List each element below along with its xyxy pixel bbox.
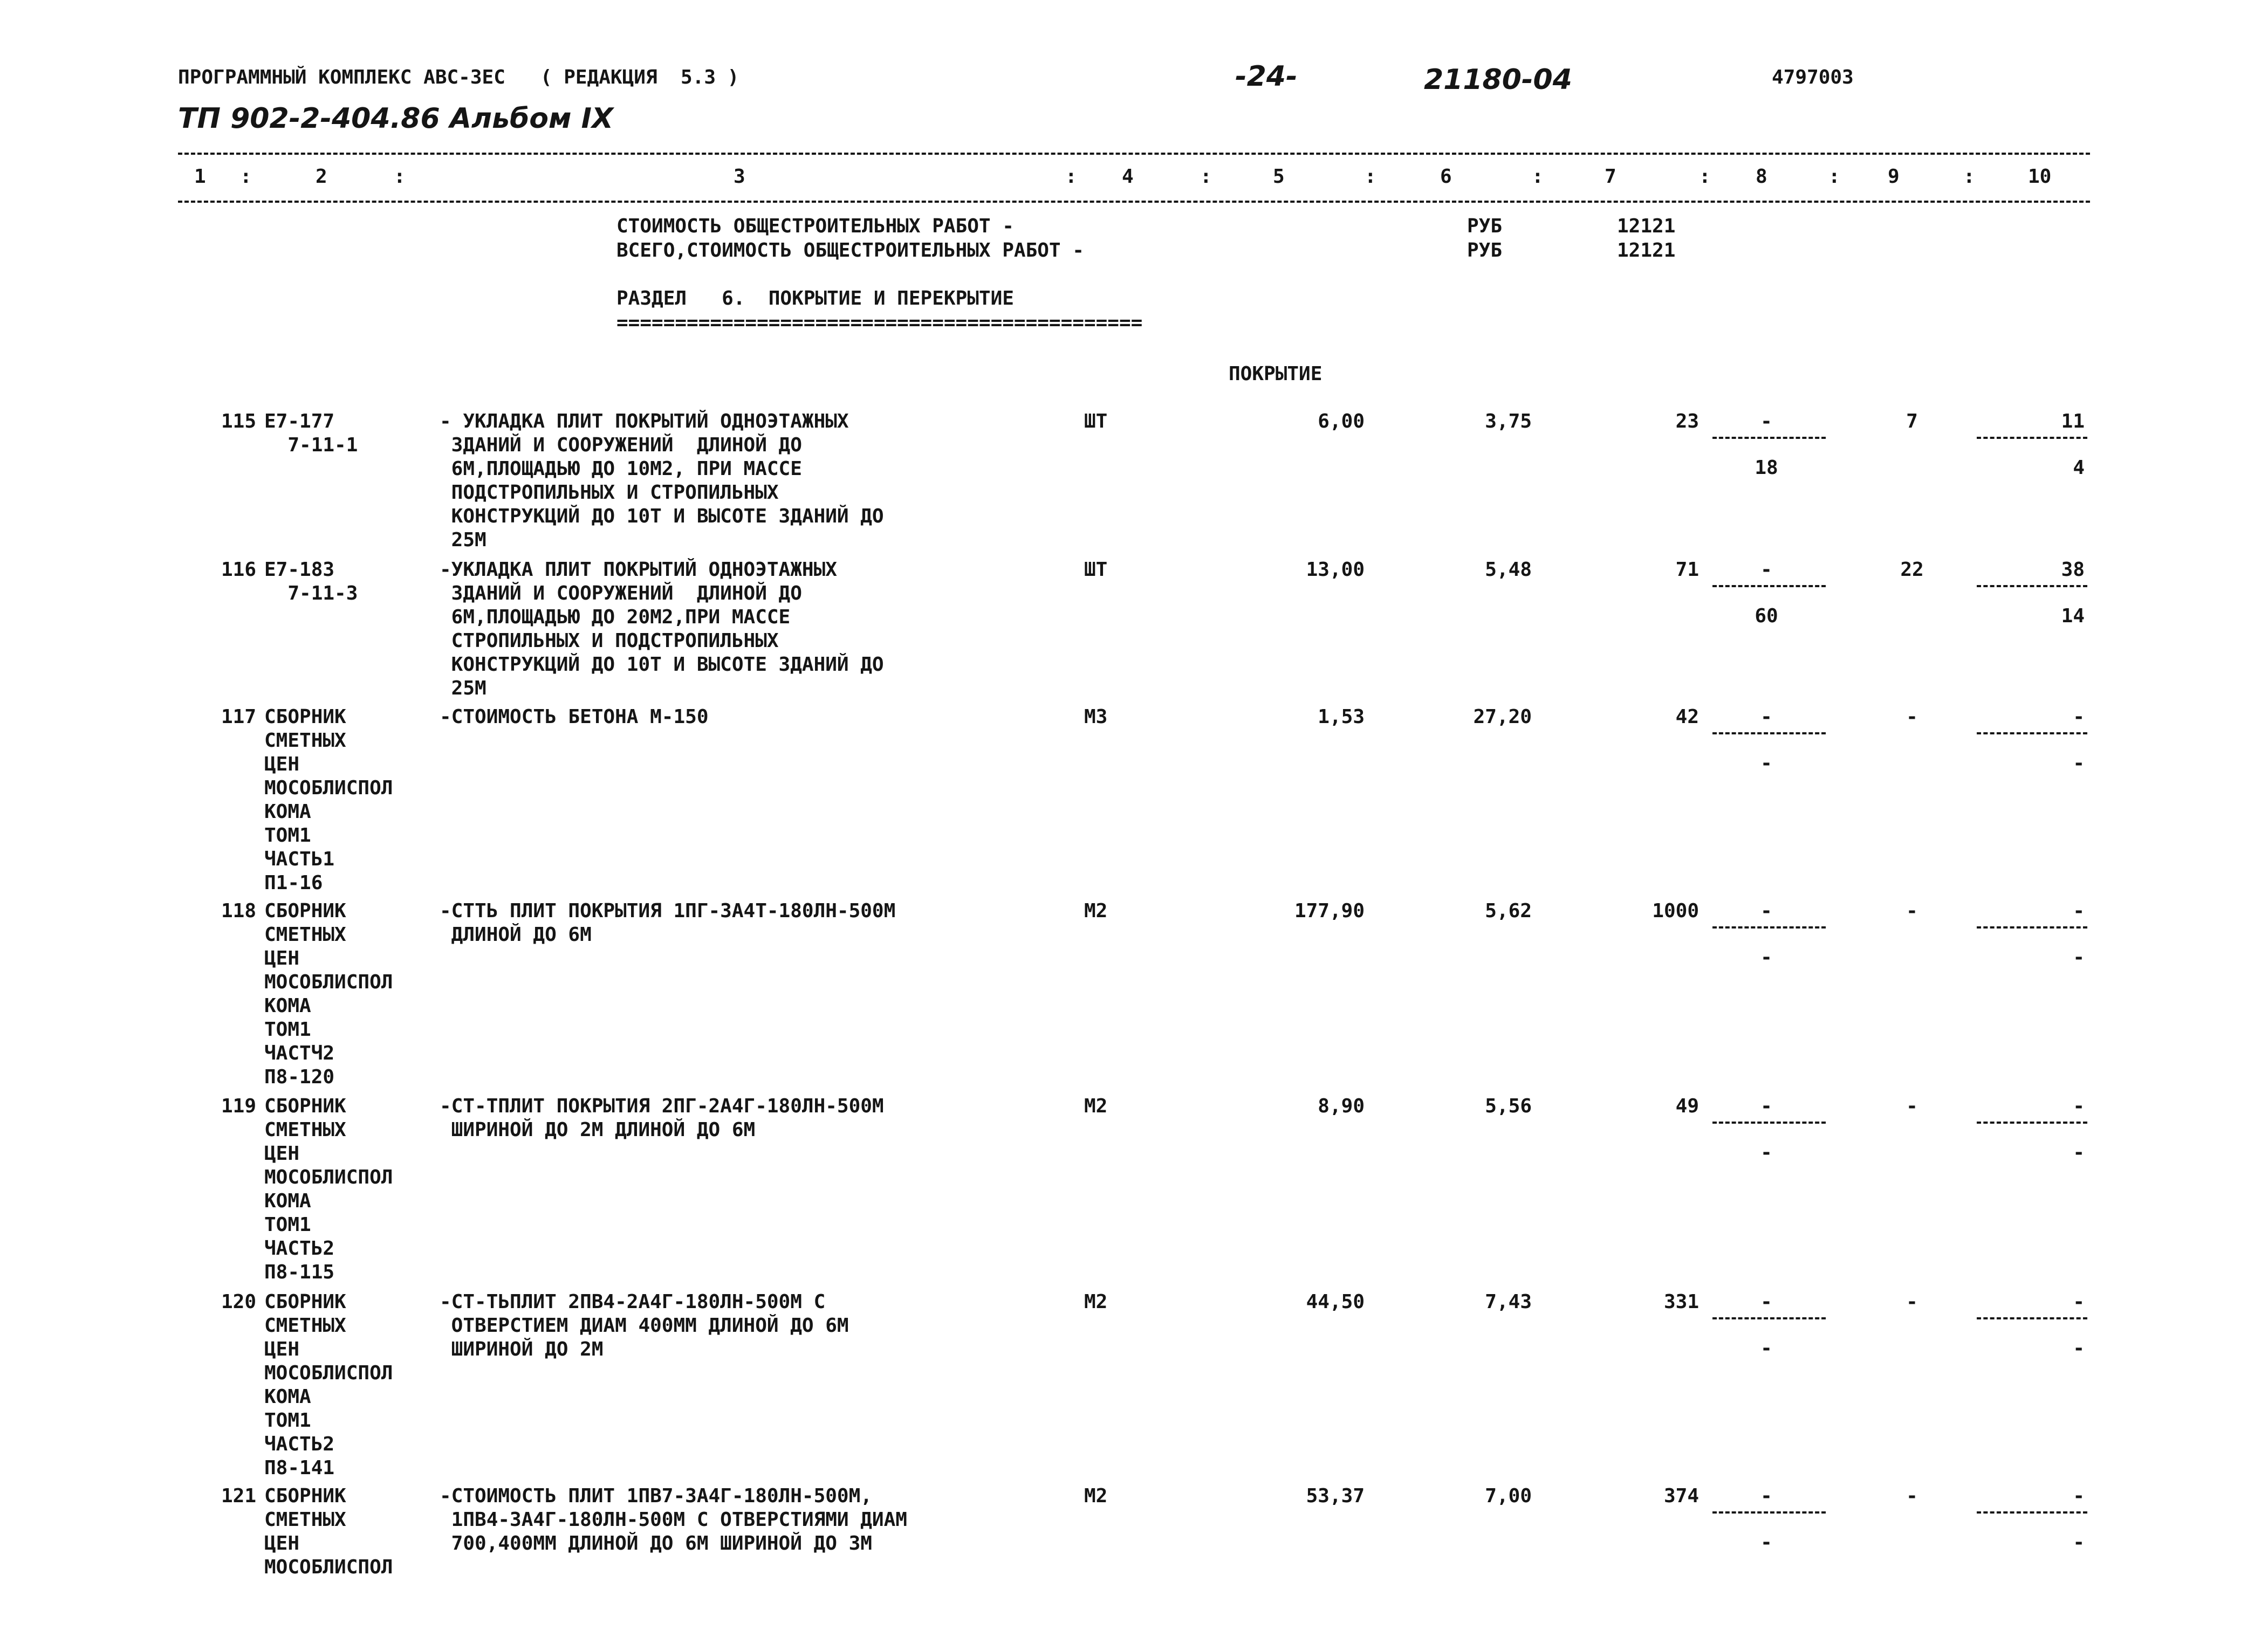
col-sep: : xyxy=(1963,166,1975,188)
row-code-line: СМЕТНЫХ xyxy=(264,1509,346,1531)
summary-line-2: ВСЕГО,СТОИМОСТЬ ОБЩЕСТРОИТЕЛЬНЫХ РАБОТ - xyxy=(616,239,1084,262)
row-unit-price: 7,43 xyxy=(1485,1291,1532,1313)
col-sep: : xyxy=(240,166,252,188)
row-code-line: ЦЕН xyxy=(264,753,300,775)
row-code-line: КОМА xyxy=(264,1386,311,1408)
row-code-line: СБОРНИК xyxy=(264,1485,346,1507)
row-col8-fraction-line xyxy=(1712,926,1826,929)
row-col10-top: - xyxy=(2073,1095,2085,1117)
row-code-line: 7-11-1 xyxy=(264,434,358,456)
row-number: 119 xyxy=(221,1095,256,1117)
row-col10-fraction-line xyxy=(1977,926,2087,929)
col-3-header: 3 xyxy=(734,166,745,188)
col-4-header: 4 xyxy=(1122,166,1134,188)
section-title: РАЗДЕЛ 6. ПОКРЫТИЕ И ПЕРЕКРЫТИЕ xyxy=(616,287,1014,310)
row-unit: ШТ xyxy=(1084,559,1108,581)
row-total: 331 xyxy=(1663,1291,1699,1313)
row-col10-fraction-line xyxy=(1977,1122,2087,1124)
col-7-header: 7 xyxy=(1605,166,1616,188)
row-col8-top: - xyxy=(1760,900,1772,922)
row-col8-fraction-line xyxy=(1712,1317,1826,1319)
row-unit: М2 xyxy=(1084,900,1108,922)
row-total: 71 xyxy=(1675,559,1699,581)
row-col10-bottom: - xyxy=(2073,752,2085,774)
row-quantity: 13,00 xyxy=(1306,559,1365,581)
row-col10-top: 11 xyxy=(2061,410,2085,432)
row-col10-fraction-line xyxy=(1977,732,2087,734)
row-col9: - xyxy=(1906,900,1918,922)
col-sep: : xyxy=(1065,166,1077,188)
row-col8-fraction-line xyxy=(1712,1511,1826,1514)
summary-unit-2: РУБ xyxy=(1467,239,1503,262)
row-code-line: МОСОБЛИСПОЛ xyxy=(264,1166,393,1188)
row-col10-fraction-line xyxy=(1977,585,2087,587)
row-code-line: СБОРНИК xyxy=(264,706,346,728)
row-code-line: СМЕТНЫХ xyxy=(264,1315,346,1337)
row-unit-price: 5,48 xyxy=(1485,559,1532,581)
row-quantity: 1,53 xyxy=(1318,706,1365,728)
page-number: -24- xyxy=(1235,60,1298,93)
row-code-line: 7-11-3 xyxy=(264,582,358,604)
row-description-line: ШИРИНОЙ ДО 2М xyxy=(440,1338,604,1360)
row-description-line: -СТОИМОСТЬ БЕТОНА М-150 xyxy=(440,706,709,728)
row-code-line: ЦЕН xyxy=(264,947,300,969)
row-number: 121 xyxy=(221,1485,256,1507)
row-unit: М2 xyxy=(1084,1095,1108,1117)
row-total: 374 xyxy=(1663,1485,1699,1507)
row-code-line: ТОМ1 xyxy=(264,1214,311,1236)
summary-line-1: СТОИМОСТЬ ОБЩЕСТРОИТЕЛЬНЫХ РАБОТ - xyxy=(616,215,1014,237)
row-number: 115 xyxy=(221,410,256,432)
header-top-rule xyxy=(178,153,2090,155)
row-code-line: П8-141 xyxy=(264,1457,335,1479)
row-unit: М3 xyxy=(1084,706,1108,728)
row-unit-price: 5,62 xyxy=(1485,900,1532,922)
row-col10-top: - xyxy=(2073,706,2085,728)
row-col9: - xyxy=(1906,706,1918,728)
row-code-line: МОСОБЛИСПОЛ xyxy=(264,971,393,993)
col-sep: : xyxy=(1828,166,1840,188)
subsection-title: ПОКРЫТИЕ xyxy=(1229,363,1323,385)
row-description-line: ОТВЕРСТИЕМ ДИАМ 400ММ ДЛИНОЙ ДО 6М xyxy=(440,1315,849,1337)
row-description-line: 25М xyxy=(440,677,487,699)
row-quantity: 8,90 xyxy=(1318,1095,1365,1117)
row-number: 120 xyxy=(221,1291,256,1313)
row-description-line: -УКЛАДКА ПЛИТ ПОКРЫТИЙ ОДНОЭТАЖНЫХ xyxy=(440,559,837,581)
header-bottom-rule xyxy=(178,201,2090,203)
row-description-line: 1ПВ4-3А4Г-180ЛН-500М С ОТВЕРСТИЯМИ ДИАМ xyxy=(440,1509,907,1531)
summary-value-1: 12121 xyxy=(1617,215,1676,237)
col-9-header: 9 xyxy=(1888,166,1900,188)
row-total: 23 xyxy=(1675,410,1699,432)
col-sep: : xyxy=(1532,166,1544,188)
row-description-line: ПОДСТРОПИЛЬНЫХ И СТРОПИЛЬНЫХ xyxy=(440,482,779,504)
row-code-line: Е7-183 xyxy=(264,559,335,581)
row-code-line: МОСОБЛИСПОЛ xyxy=(264,777,393,799)
row-code-line: ТОМ1 xyxy=(264,1019,311,1041)
row-description-line: -СТ-ТПЛИТ ПОКРЫТИЯ 2ПГ-2А4Г-180ЛН-500М xyxy=(440,1095,884,1117)
row-code-line: СМЕТНЫХ xyxy=(264,924,346,946)
row-col9: - xyxy=(1906,1095,1918,1117)
row-quantity: 53,37 xyxy=(1306,1485,1365,1507)
row-code-line: КОМА xyxy=(264,801,311,823)
row-col10-bottom: - xyxy=(2073,1337,2085,1359)
row-code-line: КОМА xyxy=(264,1190,311,1212)
row-col9: - xyxy=(1906,1485,1918,1507)
col-10-header: 10 xyxy=(2028,166,2052,188)
row-col10-top: 38 xyxy=(2061,559,2085,581)
row-col10-bottom: - xyxy=(2073,946,2085,968)
row-col8-top: - xyxy=(1760,1485,1772,1507)
row-number: 116 xyxy=(221,559,256,581)
row-unit-price: 7,00 xyxy=(1485,1485,1532,1507)
row-code-line: ЧАСТЧ2 xyxy=(264,1042,335,1064)
row-col10-top: - xyxy=(2073,900,2085,922)
row-col10-bottom: - xyxy=(2073,1141,2085,1164)
row-description-line: ДЛИНОЙ ДО 6М xyxy=(440,924,592,946)
row-col10-fraction-line xyxy=(1977,1317,2087,1319)
row-code-line: СМЕТНЫХ xyxy=(264,1119,346,1141)
summary-value-2: 12121 xyxy=(1617,239,1676,262)
col-2-header: 2 xyxy=(316,166,327,188)
row-description-line: КОНСТРУКЦИЙ ДО 10Т И ВЫСОТЕ ЗДАНИЙ ДО xyxy=(440,654,884,676)
col-sep: : xyxy=(1699,166,1711,188)
row-description-line: - УКЛАДКА ПЛИТ ПОКРЫТИЙ ОДНОЭТАЖНЫХ xyxy=(440,410,849,432)
row-code-line: П8-115 xyxy=(264,1261,335,1283)
row-unit-price: 3,75 xyxy=(1485,410,1532,432)
row-col8-top: - xyxy=(1760,1095,1772,1117)
row-total: 49 xyxy=(1675,1095,1699,1117)
row-col10-fraction-line xyxy=(1977,437,2087,439)
row-description-line: 6М,ПЛОЩАДЬЮ ДО 20М2,ПРИ МАССЕ xyxy=(440,606,791,628)
row-col8-bottom: - xyxy=(1760,946,1772,968)
row-quantity: 6,00 xyxy=(1318,410,1365,432)
row-col8-top: - xyxy=(1760,410,1772,432)
row-code-line: МОСОБЛИСПОЛ xyxy=(264,1556,393,1578)
row-unit: ШТ xyxy=(1084,410,1108,432)
row-col10-bottom: - xyxy=(2073,1531,2085,1553)
row-unit-price: 5,56 xyxy=(1485,1095,1532,1117)
row-code-line: СБОРНИК xyxy=(264,900,346,922)
row-code-line: ТОМ1 xyxy=(264,1409,311,1432)
album-label: ТП 902-2-404.86 Альбом IX xyxy=(178,102,614,135)
col-sep: : xyxy=(1365,166,1376,188)
row-col9: - xyxy=(1906,1291,1918,1313)
col-1-header: 1 xyxy=(194,166,206,188)
row-col9: 22 xyxy=(1900,559,1924,581)
row-code-line: П8-120 xyxy=(264,1066,335,1088)
col-8-header: 8 xyxy=(1756,166,1767,188)
row-description-line: СТРОПИЛЬНЫХ И ПОДСТРОПИЛЬНЫХ xyxy=(440,630,779,652)
row-code-line: ЧАСТЬ2 xyxy=(264,1433,335,1455)
col-sep: : xyxy=(394,166,406,188)
row-description-line: ШИРИНОЙ ДО 2М ДЛИНОЙ ДО 6М xyxy=(440,1119,756,1141)
row-col8-bottom: - xyxy=(1760,1141,1772,1164)
row-col10-top: - xyxy=(2073,1291,2085,1313)
row-col10-top: - xyxy=(2073,1485,2085,1507)
row-description-line: КОНСТРУКЦИЙ ДО 10Т И ВЫСОТЕ ЗДАНИЙ ДО xyxy=(440,505,884,527)
summary-unit-1: РУБ xyxy=(1467,215,1503,237)
row-code-line: ЧАСТЬ2 xyxy=(264,1237,335,1260)
row-quantity: 177,90 xyxy=(1294,900,1365,922)
row-code-line: МОСОБЛИСПОЛ xyxy=(264,1362,393,1384)
row-description-line: -СТТЬ ПЛИТ ПОКРЫТИЯ 1ПГ-3А4Т-180ЛН-500М xyxy=(440,900,896,922)
row-code-line: Е7-177 xyxy=(264,410,335,432)
document-code: 21180-04 xyxy=(1424,64,1572,96)
document-number: 4797003 xyxy=(1772,66,1854,88)
row-description-line: -СТОИМОСТЬ ПЛИТ 1ПВ7-3А4Г-180ЛН-500М, xyxy=(440,1485,872,1507)
row-col10-bottom: 4 xyxy=(2073,457,2085,479)
row-col8-bottom: 60 xyxy=(1755,605,1778,627)
program-title: ПРОГРАММНЫЙ КОМПЛЕКС АВС-ЗЕС ( РЕДАКЦИЯ 5.3 ) xyxy=(178,66,739,88)
row-col8-fraction-line xyxy=(1712,1122,1826,1124)
row-code-line: ТОМ1 xyxy=(264,824,311,847)
row-col8-top: - xyxy=(1760,1291,1772,1313)
row-col10-fraction-line xyxy=(1977,1511,2087,1514)
row-code-line: СБОРНИК xyxy=(264,1291,346,1313)
row-quantity: 44,50 xyxy=(1306,1291,1365,1313)
row-unit: М2 xyxy=(1084,1291,1108,1313)
row-code-line: ЦЕН xyxy=(264,1532,300,1555)
row-col8-fraction-line xyxy=(1712,437,1826,439)
row-col8-top: - xyxy=(1760,706,1772,728)
row-description-line: 6М,ПЛОЩАДЬЮ ДО 10М2, ПРИ МАССЕ xyxy=(440,458,802,480)
row-col8-fraction-line xyxy=(1712,585,1826,587)
row-unit-price: 27,20 xyxy=(1473,706,1532,728)
col-sep: : xyxy=(1200,166,1212,188)
section-underline: ============================================= xyxy=(616,312,1143,334)
row-description-line: ЗДАНИЙ И СООРУЖЕНИЙ ДЛИНОЙ ДО xyxy=(440,582,802,604)
row-number: 118 xyxy=(221,900,256,922)
row-code-line: ЦЕН xyxy=(264,1143,300,1165)
row-code-line: КОМА xyxy=(264,995,311,1017)
row-number: 117 xyxy=(221,706,256,728)
row-code-line: СБОРНИК xyxy=(264,1095,346,1117)
row-code-line: П1-16 xyxy=(264,872,323,894)
row-description-line: -СТ-ТЬПЛИТ 2ПВ4-2А4Г-180ЛН-500М С xyxy=(440,1291,826,1313)
row-description-line: ЗДАНИЙ И СООРУЖЕНИЙ ДЛИНОЙ ДО xyxy=(440,434,802,456)
row-col8-bottom: - xyxy=(1760,752,1772,774)
row-unit: М2 xyxy=(1084,1485,1108,1507)
row-description-line: 25М xyxy=(440,529,487,551)
row-total: 42 xyxy=(1675,706,1699,728)
row-code-line: ЧАСТЬ1 xyxy=(264,848,335,870)
row-col10-bottom: 14 xyxy=(2061,605,2085,627)
row-col8-bottom: - xyxy=(1760,1531,1772,1553)
row-col8-bottom: 18 xyxy=(1755,457,1778,479)
col-5-header: 5 xyxy=(1273,166,1285,188)
row-code-line: СМЕТНЫХ xyxy=(264,730,346,752)
row-col8-top: - xyxy=(1760,559,1772,581)
col-6-header: 6 xyxy=(1440,166,1452,188)
row-description-line: 700,400ММ ДЛИНОЙ ДО 6М ШИРИНОЙ ДО 3М xyxy=(440,1532,872,1555)
row-col8-fraction-line xyxy=(1712,732,1826,734)
row-col8-bottom: - xyxy=(1760,1337,1772,1359)
row-col9: 7 xyxy=(1906,410,1918,432)
row-code-line: ЦЕН xyxy=(264,1338,300,1360)
row-total: 1000 xyxy=(1652,900,1699,922)
